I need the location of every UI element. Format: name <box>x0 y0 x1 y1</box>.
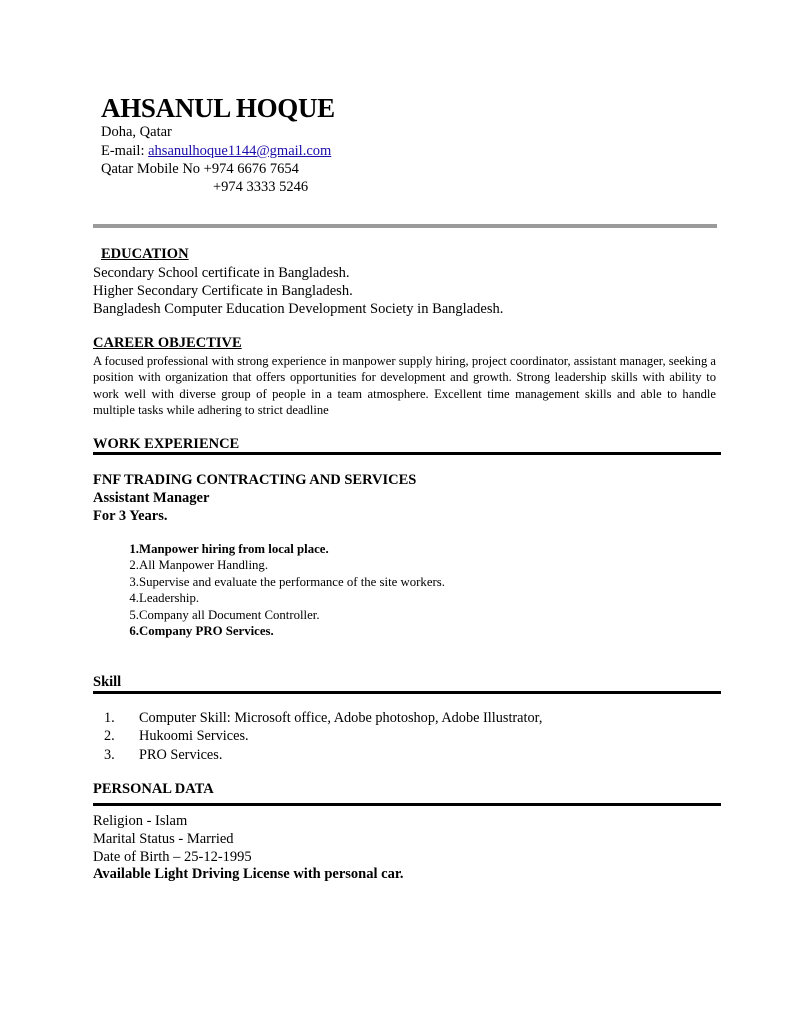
list-item <box>104 727 542 745</box>
list-text: Computer Skill: Microsoft office, Adobe photoshop, Adobe Illustrator, <box>139 710 543 726</box>
list-number: 2. <box>104 728 115 745</box>
education-item: Higher Secondary Certificate in Bangladesh. <box>93 283 353 299</box>
company-name: FNF TRADING CONTRACTING AND SERVICES <box>93 472 417 488</box>
work-divider <box>93 452 721 455</box>
skill-divider <box>93 691 721 694</box>
personal-divider <box>93 803 721 806</box>
religion: Religion - Islam <box>93 813 188 829</box>
header-divider <box>93 224 717 228</box>
driving-license: Available Light Driving License with personal car. <box>93 866 404 882</box>
list-number: 3. <box>104 746 115 763</box>
mobile-line: Qatar Mobile No +974 6676 7654 <box>101 161 299 177</box>
date-of-birth: Date of Birth – 25-12-1995 <box>93 849 252 865</box>
list-item <box>104 709 542 727</box>
mobile-second: +974 3333 5246 <box>213 179 309 195</box>
candidate-name: AHSANUL HOQUE <box>101 93 335 123</box>
work-heading: WORK EXPERIENCE <box>93 436 240 452</box>
list-item <box>104 746 542 764</box>
skill-list <box>104 709 542 764</box>
email-label: E-mail: <box>101 143 149 159</box>
education-item: Bangladesh Computer Education Development Society in Bangladesh. <box>93 301 504 317</box>
list-text: Supervise and evaluate the performance of the site workers. <box>139 574 445 589</box>
list-number: 3. <box>129 574 139 589</box>
list-text: PRO Services. <box>139 746 223 763</box>
list-number: 1. <box>129 542 139 556</box>
job-duration: For 3 Years. <box>93 508 168 524</box>
marital-status: Marital Status - Married <box>93 831 234 847</box>
job-role: Assistant Manager <box>93 490 210 506</box>
personal-heading: PERSONAL DATA <box>93 781 214 797</box>
skill-heading: Skill <box>93 674 122 690</box>
career-heading: CAREER OBJECTIVE <box>93 335 242 351</box>
list-number: 2. <box>129 558 139 573</box>
career-objective-text: A focused professional with strong experience in manpower supply hiring, project coordinator, assistant manager, seeking a position with organization that offers opportunities for development and growth. Strong leadership skills with ability to work well with diverse group of people in a team atmosphere. Excellent time management skills and able to handle multiple tasks while adhering to strict deadline <box>93 354 716 417</box>
list-number: 1. <box>104 710 115 726</box>
list-text: Company PRO Services. <box>139 624 274 639</box>
email-link[interactable]: ahsanulhoque1144@gmail.com <box>148 143 332 159</box>
list-number: 4. <box>129 591 139 606</box>
list-text: All Manpower Handling. <box>139 558 269 573</box>
list-text: Hukoomi Services. <box>139 728 249 745</box>
duties-list <box>104 541 445 639</box>
list-text: Leadership. <box>139 591 200 606</box>
list-text: Manpower hiring from local place. <box>139 542 329 556</box>
list-item <box>104 541 445 557</box>
list-text: Company all Document Controller. <box>139 607 320 622</box>
location: Doha, Qatar <box>101 124 172 140</box>
education-heading: EDUCATION <box>101 246 189 262</box>
list-item <box>104 574 445 590</box>
list-item <box>104 590 445 606</box>
list-item <box>104 557 445 573</box>
list-number: 5. <box>129 607 139 622</box>
list-item <box>104 623 445 639</box>
education-item: Secondary School certificate in Bangladesh. <box>93 265 350 281</box>
list-item <box>104 607 445 623</box>
email-line <box>101 142 331 160</box>
list-number: 6. <box>129 624 139 639</box>
